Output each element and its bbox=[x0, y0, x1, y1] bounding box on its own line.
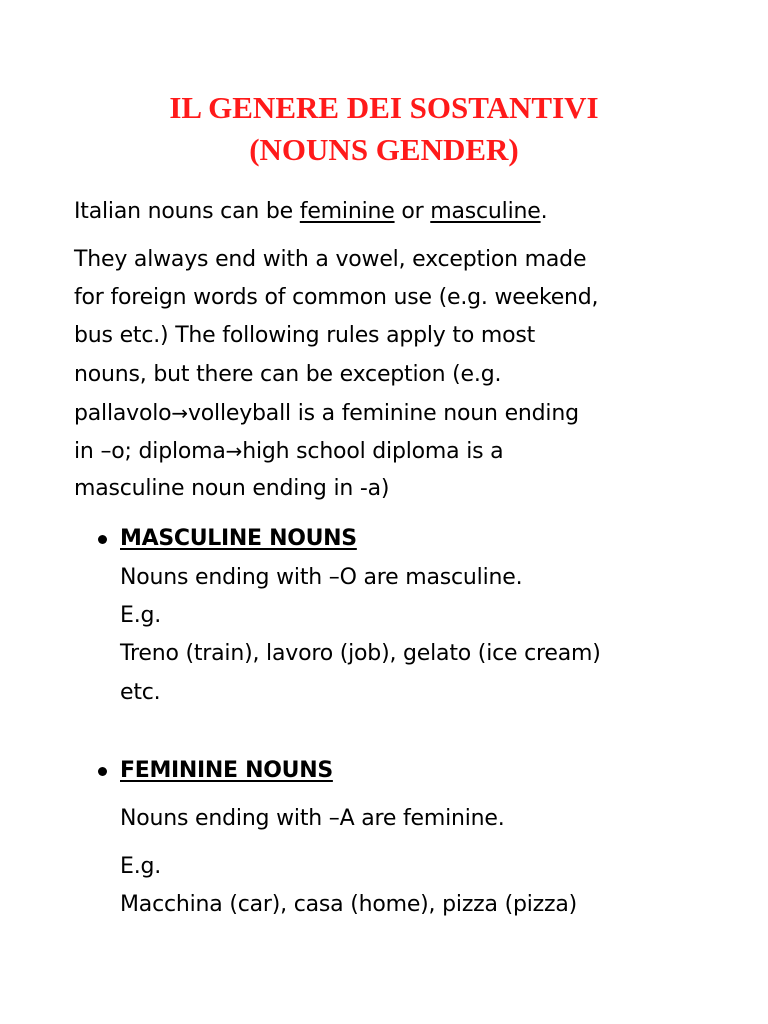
feminine-examples: Macchina (car), casa (home), pizza (pizza) bbox=[120, 892, 578, 918]
right-arrow-icon: → bbox=[171, 400, 188, 425]
rules-line-6 bbox=[74, 432, 598, 470]
rules-line-1: They always end with a vowel, exception made bbox=[74, 247, 587, 272]
feminine-eg: E.g. bbox=[120, 854, 162, 879]
rules-line-3: bus etc.) The following rules apply to most bbox=[74, 323, 536, 349]
feminine-examples-block bbox=[120, 848, 577, 924]
rules-line-5-start: pallavolo bbox=[74, 400, 172, 426]
feminine-heading: FEMININE NOUNS bbox=[120, 758, 333, 783]
document-title-line-1: IL GENERE DEI SOSTANTIVI bbox=[169, 90, 599, 125]
masculine-eg: E.g. bbox=[120, 603, 162, 629]
intro-connector: or bbox=[394, 199, 431, 224]
rules-line-7: masculine noun ending in -a) bbox=[74, 476, 390, 502]
intro-feminine-word: feminine bbox=[299, 199, 395, 224]
rules-line-6-start: in –o; diploma bbox=[74, 438, 226, 464]
bullet-icon bbox=[98, 767, 107, 776]
masculine-etc: etc. bbox=[120, 679, 161, 705]
rules-line-5-end: volleyball is a feminine noun ending bbox=[187, 400, 579, 426]
masculine-examples: Treno (train), lavoro (job), gelato (ice cream) bbox=[120, 641, 601, 667]
rules-paragraph bbox=[74, 241, 598, 508]
rules-line-4: nouns, but there can be exception (e.g. bbox=[74, 361, 502, 387]
masculine-rule: Nouns ending with –O are masculine. bbox=[120, 565, 523, 590]
rules-line-6-end: high school diploma is a bbox=[242, 438, 504, 464]
bullet-icon bbox=[98, 535, 107, 544]
intro-sentence bbox=[74, 193, 547, 231]
masculine-section bbox=[120, 559, 601, 712]
masculine-heading: MASCULINE NOUNS bbox=[120, 526, 357, 551]
intro-prefix: Italian nouns can be bbox=[74, 199, 300, 224]
intro-suffix: . bbox=[540, 199, 548, 224]
document-title-line-2: (NOUNS GENDER) bbox=[249, 132, 519, 167]
rules-line-5 bbox=[74, 394, 598, 432]
intro-masculine-word: masculine bbox=[430, 199, 541, 224]
right-arrow-icon: → bbox=[225, 438, 243, 463]
rules-line-2: for foreign words of common use (e.g. weekend, bbox=[74, 285, 599, 311]
feminine-rule: Nouns ending with –A are feminine. bbox=[120, 806, 505, 831]
